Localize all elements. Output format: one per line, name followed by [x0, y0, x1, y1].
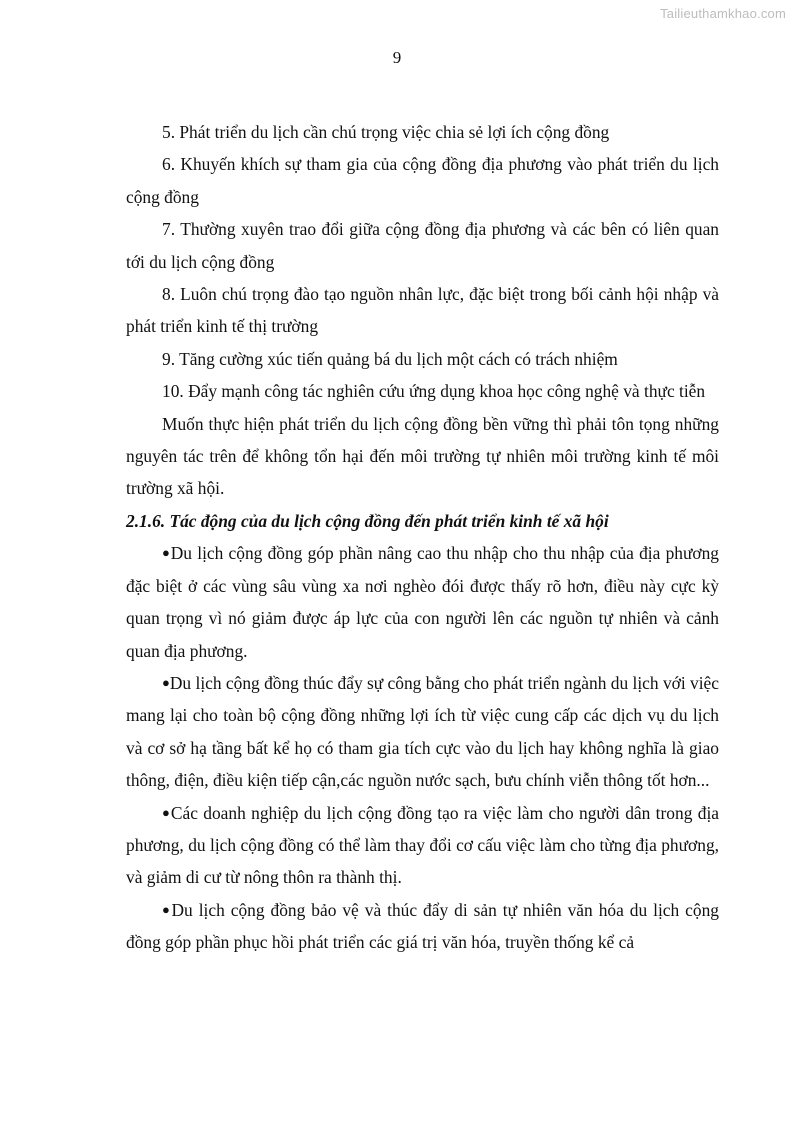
- bullet-text: Du lịch cộng đồng bảo vệ và thúc đẩy di sản tự nhiên văn hóa du lịch cộng đồng góp phần phục hồi phát triển các giá trị văn hóa, truyền thống kể cả: [126, 899, 719, 953]
- paragraph-6: 6. Khuyến khích sự tham gia của cộng đồng địa phương vào phát triển du lịch cộng đồng: [126, 154, 719, 207]
- bullet-item: [126, 537, 719, 667]
- bullet-icon: ●: [162, 804, 171, 820]
- section-heading: 2.1.6. Tác động của du lịch cộng đồng đến phát triển kinh tế xã hội: [126, 510, 609, 531]
- bullet-icon: ●: [162, 901, 172, 917]
- paragraph-8: 8. Luôn chú trọng đào tạo nguồn nhân lực, đặc biệt trong bối cảnh hội nhập và phát triển kinh tế thị trường: [126, 284, 719, 337]
- paragraph-5: 5. Phát triển du lịch cần chú trọng việc chia sẻ lợi ích cộng đồng: [162, 122, 610, 142]
- document-body: [126, 116, 719, 959]
- bullet-text: Du lịch cộng đồng thúc đẩy sự công bằng cho phát triển ngành du lịch với việc mang lại cho toàn bộ cộng đồng những lợi ích từ việc cung cấp các dịch vụ du lịch và cơ sở hạ tầng bất kể họ có tham gia tích cực vào du lịch hay không nghĩa là giao thông, điện, điều kiện tiếp cận,các nguồn nước sạch, bưu chính viễn thông tốt hơn...: [126, 672, 719, 791]
- bullet-icon: ●: [162, 545, 171, 561]
- paragraph-9: 9. Tăng cường xúc tiến quảng bá du lịch một cách có trách nhiệm: [162, 348, 618, 369]
- page-number: 9: [392, 48, 402, 67]
- paragraph-10: 10. Đẩy mạnh công tác nghiên cứu ứng dụng khoa học công nghệ và thực tiễn: [162, 381, 706, 402]
- watermark: Tailieuthamkhao.com: [660, 6, 786, 21]
- paragraph-conclusion: Muốn thực hiện phát triển du lịch cộng đồng bền vững thì phải tôn tọng những nguyên tác trên để không tổn hại đến môi trường tự nhiên môi trường kinh tế môi trường xã hội.: [126, 413, 719, 499]
- bullet-item: [126, 667, 719, 797]
- bullet-item: [126, 797, 719, 894]
- bullet-text: Các doanh nghiệp du lịch cộng đồng tạo ra việc làm cho người dân trong địa phương, du lịch cộng đồng có thể làm thay đổi cơ cấu việc làm cho từng địa phương, và giảm di cư từ nông thôn ra thành thị.: [126, 802, 719, 888]
- bullet-icon: ●: [162, 674, 170, 690]
- bullet-item: [126, 894, 719, 959]
- paragraph-7: 7. Thường xuyên trao đổi giữa cộng đồng địa phương và các bên có liên quan tới du lịch cộng đồng: [126, 219, 719, 272]
- bullet-text: Du lịch cộng đồng góp phần nâng cao thu nhập cho thu nhập của địa phương đặc biệt ở các vùng sâu vùng xa nơi nghèo đói được thấy rõ hơn, điều này cực kỳ quan trọng vì nó giảm được áp lực của con người lên các nguồn tự nhiên và cảnh quan địa phương.: [126, 543, 720, 661]
